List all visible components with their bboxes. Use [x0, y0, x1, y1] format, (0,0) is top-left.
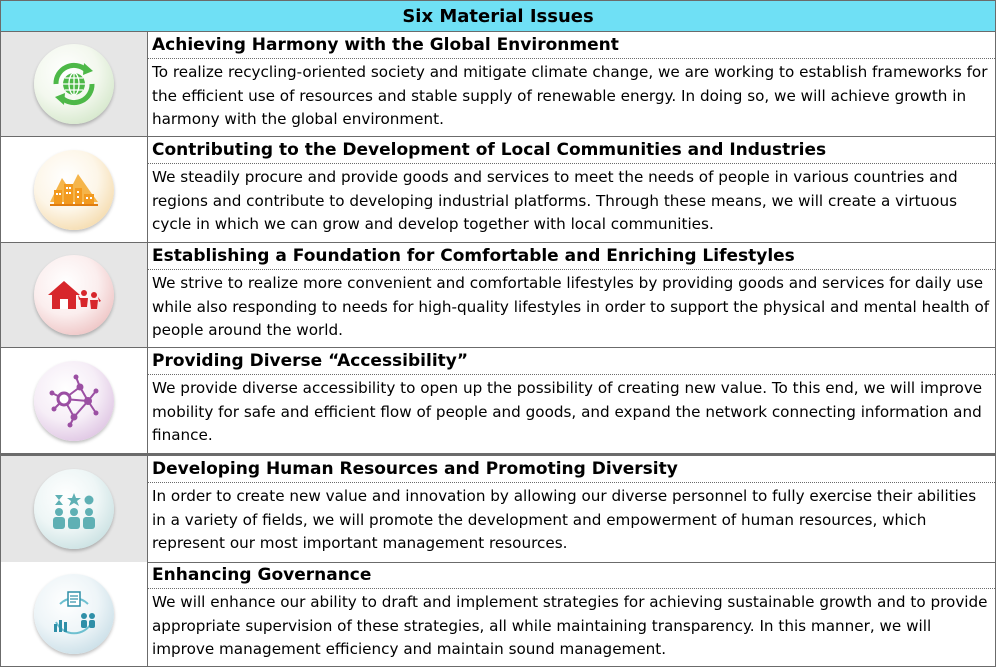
issue-title: Enhancing Governance: [148, 562, 995, 589]
city-skyline-icon: [34, 150, 114, 230]
issue-text: [148, 456, 995, 562]
issue-text: [148, 348, 995, 453]
issue-row-accessibility: [1, 348, 995, 454]
issue-row-environment: [1, 32, 995, 137]
governance-cycle-icon: [34, 574, 114, 654]
issue-title: Developing Human Resources and Promoting Diversity: [148, 456, 995, 483]
issue-description: To realize recycling-oriented society and mitigate climate change, we are working to establish frameworks for the efficient use of resources and stable supply of renewable energy. In doing so, we will achieve growth in harmony with the global environment.: [152, 63, 988, 128]
issue-row-lifestyles: [1, 243, 995, 348]
issue-title: Contributing to the Development of Local Communities and Industries: [148, 137, 995, 164]
issue-text: [148, 243, 995, 347]
icon-cell: [1, 456, 148, 562]
issue-text: [148, 562, 995, 666]
issue-text: [148, 137, 995, 242]
table-header: [1, 1, 995, 32]
icon-cell: [1, 348, 148, 453]
issue-row-human-resources: [1, 454, 995, 563]
issue-title: Establishing a Foundation for Comfortable and Enriching Lifestyles: [148, 243, 995, 270]
icon-cell: [1, 137, 148, 242]
issue-description: In order to create new value and innovation by allowing our diverse personnel to fully exercise their abilities in a variety of fields, we will promote the development and empowerment of human resources, which represent our most important management resources.: [152, 487, 977, 552]
issue-row-governance: [1, 562, 995, 666]
globe-recycle-icon: [34, 44, 114, 124]
issue-row-communities: [1, 137, 995, 243]
issue-description: We provide diverse accessibility to open up the possibility of creating new value. To this end, we will improve mobility for safe and efficient flow of people and goods, and expand the network connecting information and finance.: [152, 379, 983, 444]
icon-cell: [1, 32, 148, 136]
issue-description: We will enhance our ability to draft and implement strategies for achieving sustainable growth and to provide appropriate supervision of these strategies, all while maintaining transparency. In this manner, we will improve management efficiency and maintain sound management.: [152, 593, 988, 658]
table-title: Six Material Issues: [402, 5, 594, 27]
house-family-icon: [34, 255, 114, 335]
issue-description: We strive to realize more convenient and comfortable lifestyles by providing goods and services for daily use while also responding to needs for high-quality lifestyles in order to support the physical and mental health of people around the world.: [152, 274, 990, 339]
people-icon: [34, 469, 114, 549]
issue-description: We steadily procure and provide goods and services to meet the needs of people in various countries and regions and contribute to developing industrial platforms. Through these means, we will create a virtuous cycle in which we can grow and develop together with local communities.: [152, 168, 958, 233]
issue-text: [148, 32, 995, 136]
issue-title: Achieving Harmony with the Global Environment: [148, 32, 995, 59]
issue-title: Providing Diverse “Accessibility”: [148, 348, 995, 375]
icon-cell: [1, 562, 148, 666]
network-nodes-icon: [34, 361, 114, 441]
icon-cell: [1, 243, 148, 347]
